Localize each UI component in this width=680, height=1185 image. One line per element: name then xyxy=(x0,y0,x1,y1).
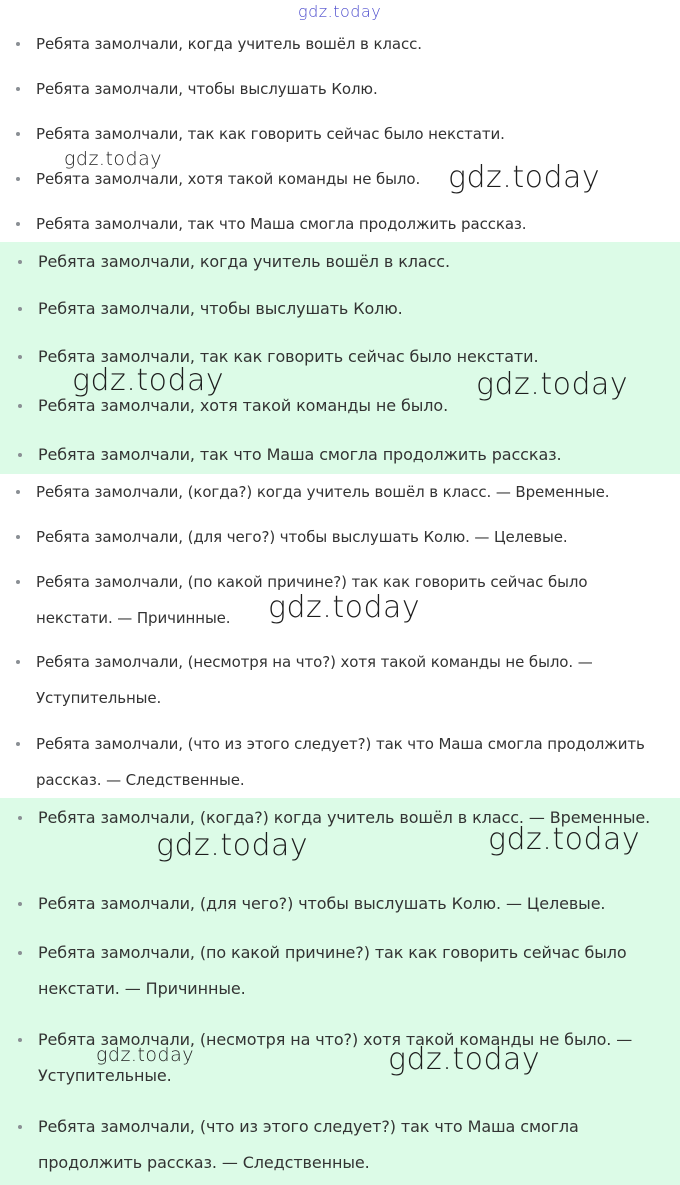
section-1-simple-sentences: Ребята замолчали, когда учитель вошёл в класс. Ребята замолчали, чтобы выслушать Колю. Ребята замолчали, так как говорить сейчас было некстати. Ребята замолчали, хотя такой команды не было. Ребята замолчали, так что Маша смогла продолжить рассказ. xyxy=(0,26,680,242)
bullet-icon xyxy=(16,519,20,555)
bullet-icon xyxy=(16,26,20,62)
bullet-icon xyxy=(16,206,20,242)
bullet-icon xyxy=(18,291,22,327)
bullet-icon xyxy=(16,161,20,197)
watermark: gdz.today xyxy=(96,1044,194,1066)
bullet-icon xyxy=(18,437,22,473)
bullet-icon xyxy=(18,244,22,280)
bullet-icon xyxy=(16,116,20,152)
bullet-icon xyxy=(18,339,22,375)
watermark: gdz.today xyxy=(156,828,309,863)
bullet-icon xyxy=(16,726,20,762)
section-2-simple-sentences-highlighted: Ребята замолчали, когда учитель вошёл в класс. Ребята замолчали, чтобы выслушать Колю. Ребята замолчали, так как говорить сейчас было некстати. Ребята замолчали, хотя такой команды не было. Ребята замолчали, так что Маша смогла продолжить рассказ. xyxy=(0,242,680,474)
bullet-icon xyxy=(16,474,20,510)
watermark: gdz.today xyxy=(388,1042,541,1077)
bullet-icon xyxy=(16,71,20,107)
bullet-icon xyxy=(18,388,22,424)
bullet-icon xyxy=(16,564,20,600)
bullet-icon xyxy=(16,644,20,680)
bullet-icon xyxy=(18,886,22,922)
watermark: gdz.today xyxy=(268,590,421,625)
bullet-icon xyxy=(18,800,22,836)
bullet-icon xyxy=(18,935,22,971)
bullet-icon xyxy=(18,1109,22,1145)
section-3-clause-types: Ребята замолчали, (когда?) когда учитель вошёл в класс. — Временные. Ребята замолчали, (для чего?) чтобы выслушать Колю. — Целевые. Ребята замолчали, (по какой причине?) так как говорить сейчас было некстати. — Причинные. Ребята замолчали, (несмотря на что?) хотя такой команды не было. — Уступительные. Ребята замолчали, (что из этого следует?) так что Маша смогла продолжить рассказ. — Следственные. xyxy=(0,474,680,798)
bullet-icon xyxy=(18,1022,22,1058)
watermark: gdz.today xyxy=(476,367,629,402)
watermark: gdz.today xyxy=(488,822,641,857)
watermark: gdz.today xyxy=(64,148,162,170)
watermark-top: gdz.today xyxy=(298,2,382,21)
watermark: gdz.today xyxy=(72,363,225,398)
watermark: gdz.today xyxy=(448,160,601,195)
section-4-clause-types-highlighted: Ребята замолчали, (когда?) когда учитель вошёл в класс. — Временные. Ребята замолчали, (для чего?) чтобы выслушать Колю. — Целевые. Ребята замолчали, (по какой причине?) так как говорить сейчас было некстати. — Причинные. Ребята замолчали, (несмотря на что?) хотя такой команды не было. — Уступительные. Ребята замолчали, (что из этого следует?) так что Маша смогла продолжить рассказ. — Следственные. xyxy=(0,798,680,1185)
